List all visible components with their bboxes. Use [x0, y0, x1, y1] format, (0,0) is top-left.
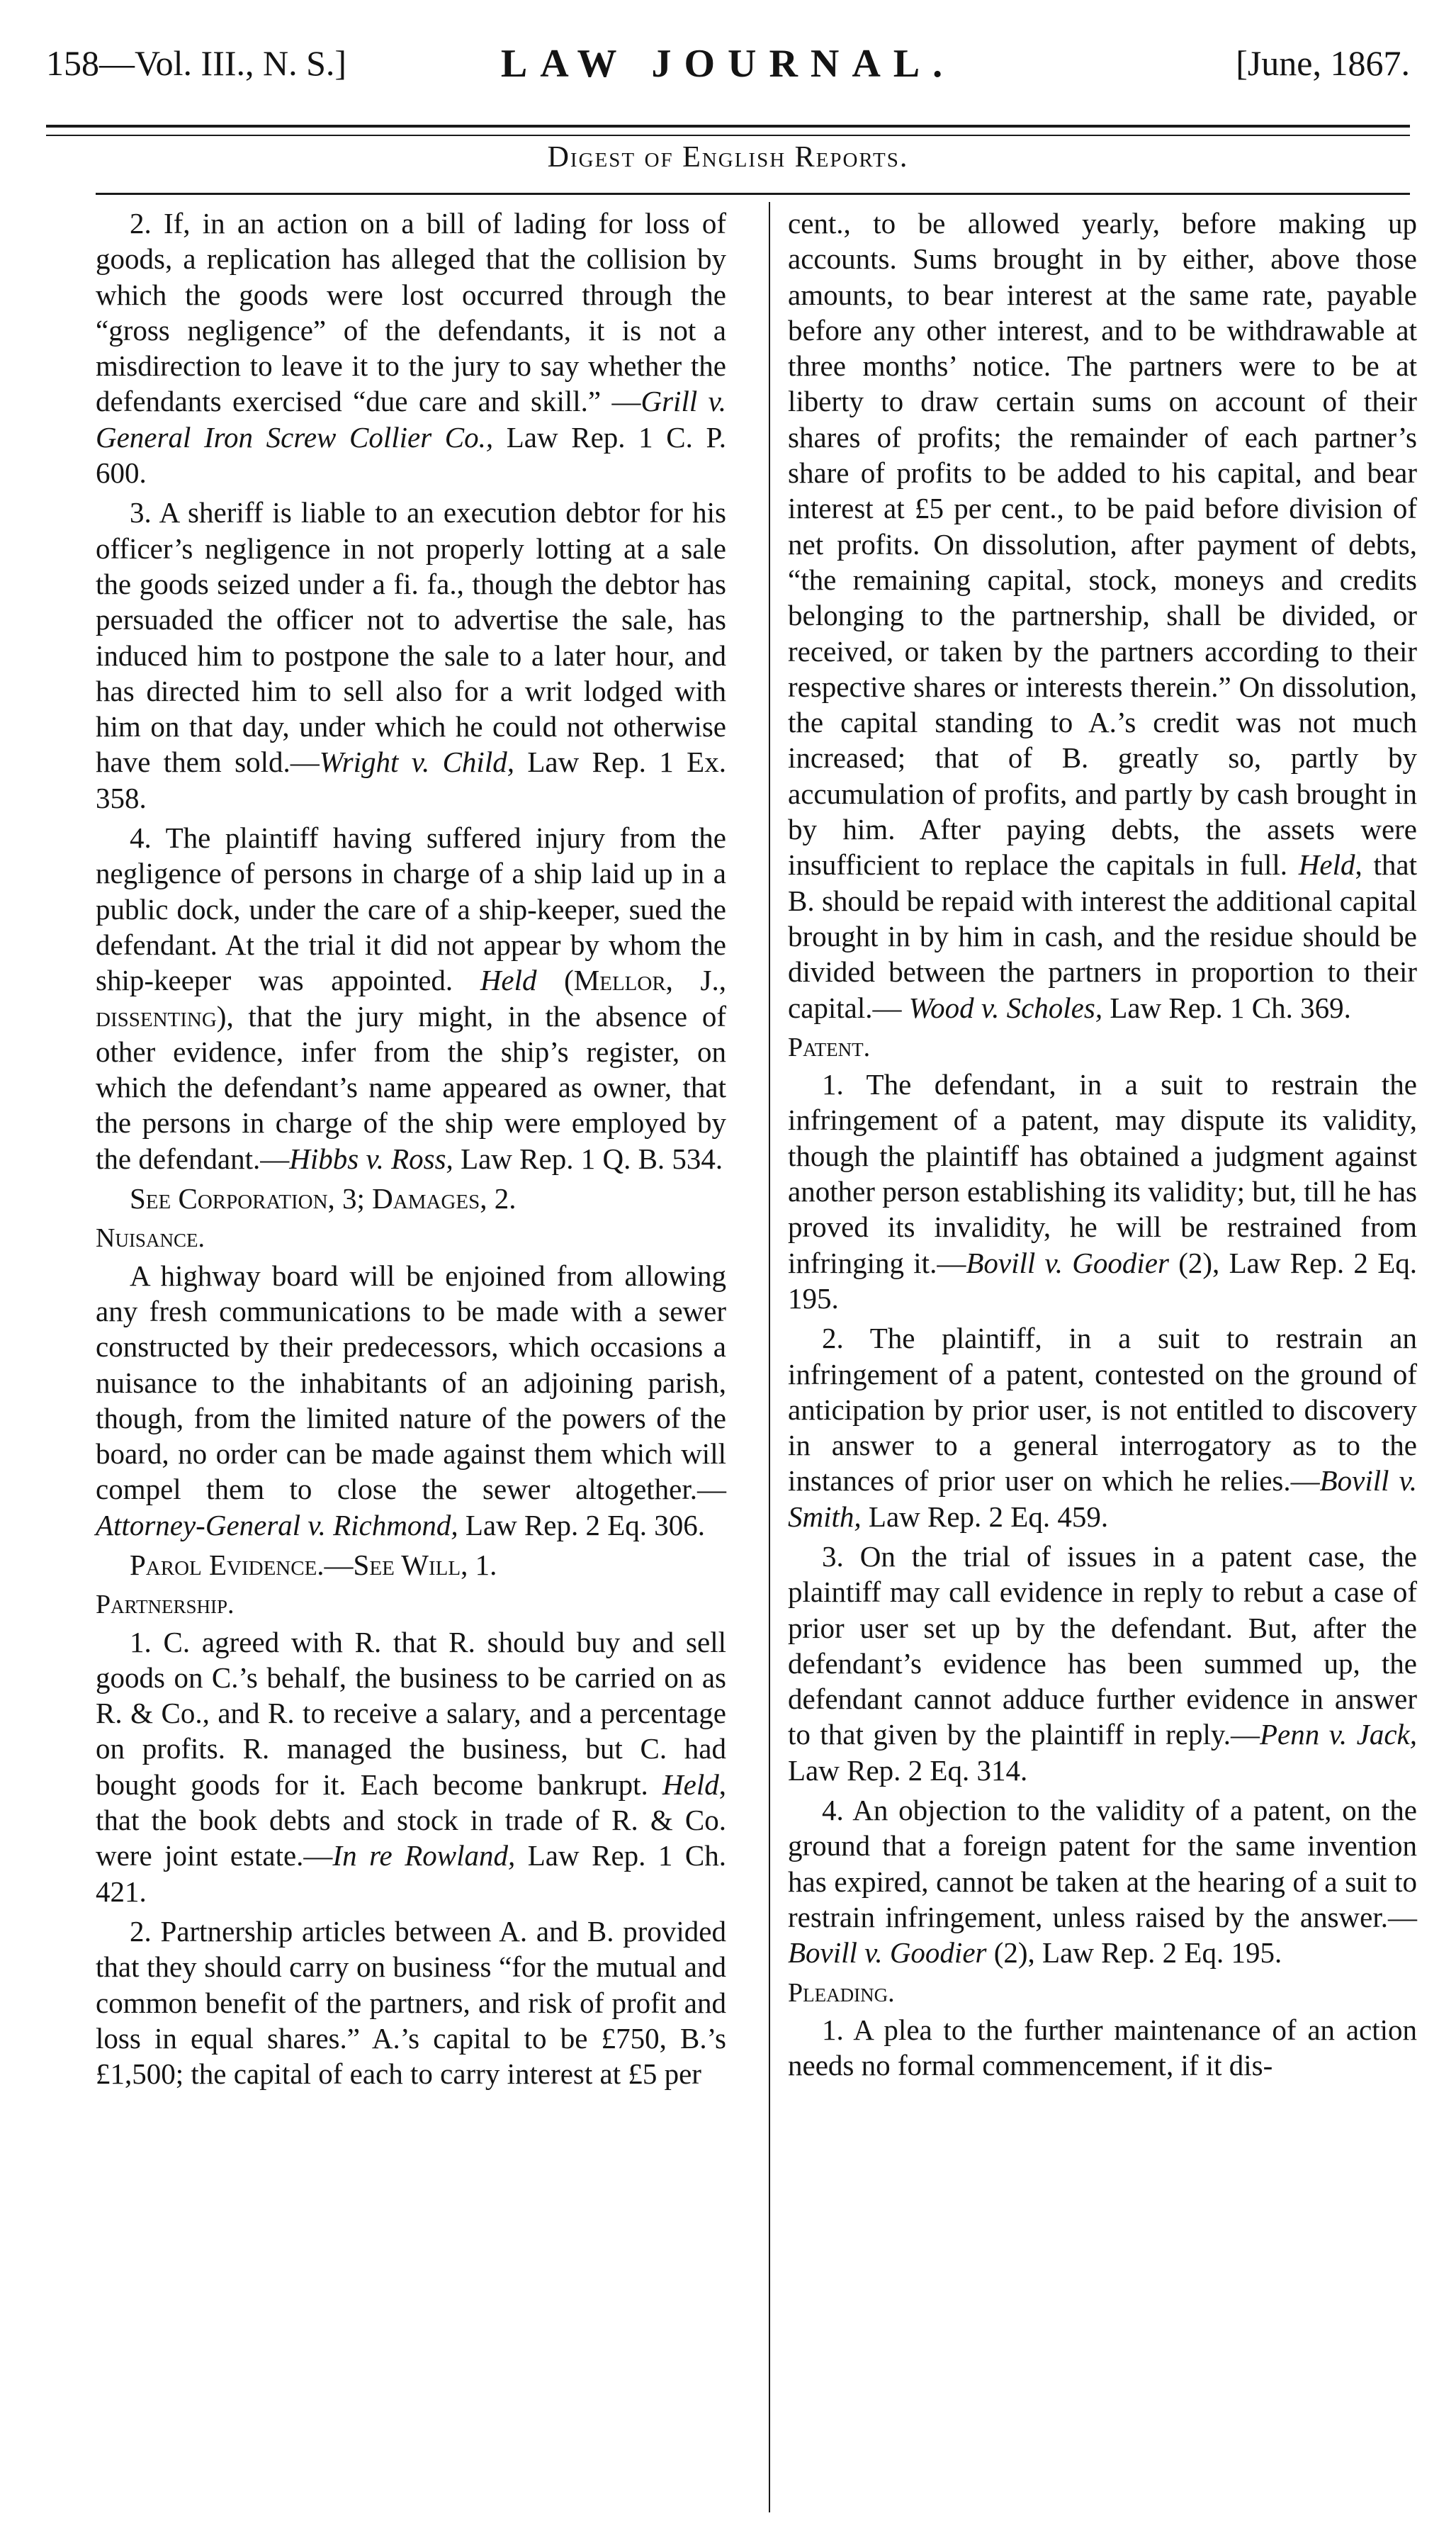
- patent-paragraph-4: 4. An objection to the validity of a patent, on the ground that a foreign patent for the same invention has expired, cannot be taken at the hearing of a suit to restrain infringement, unless raised by the answer.—Bovill v. Goodier (2), Law Rep. 2 Eq. 195.: [788, 1794, 1417, 1970]
- partnership-paragraph-1: 1. C. agreed with R. that R. should buy and sell goods on C.’s behalf, the business to be carried on as R. & Co., and R. to receive a salary, and a percentage on profits. R. managed the business, but C. had bought goods for it. Each become bankrupt. Held, that the book debts and stock in trade of R. & Co. were joint estate.—In re Rowland, Law Rep. 1 Ch. 421.: [96, 1625, 726, 1908]
- case-name: Penn v. Jack,: [1260, 1718, 1417, 1751]
- patent-paragraph-3: 3. On the trial of issues in a patent case, the plaintiff may call evidence in reply to rebut a case of prior user set up by the defendant. But, after the defendant’s evidence has been summed up, the defendant cannot adduce further evidence in answer to that given by the plaintiff in reply.—Penn v. Jack, Law Rep. 2 Eq. 314.: [788, 1539, 1417, 1787]
- see-also-reference: See Corporation, 3; Damages, 2.: [130, 1182, 517, 1215]
- citation: Law Rep. 2 Eq. 306.: [458, 1508, 706, 1541]
- partnership-paragraph-2-continued: cent., to be allowed yearly, before making up accounts. Sums brought in by either, above those amounts, to bear interest at the same rate, payable before any other interest, and to be withdrawable at three months’ notice. The partners were to be at liberty to draw certain sums on account of their shares of profits; the remainder of each partner’s share of profits to be added to his capital, and bear interest at £5 per cent., to be paid before division of net profits. On dissolution, after payment of debts, “the remaining capital, stock, moneys and credits belonging to the partnership, shall be divided, or received, or taken by the partners according to their respective shares or interests therein.” On dissolution, the capital standing to A.’s credit was not much increased; that of B. greatly so, partly by accumulation of profits, and partly by cash brought in by him. After paying debts, the assets were insufficient to replace the capitals in full. Held, that B. should be repaid with interest the additional capital brought in by him in cash, and the residue should be divided between the partners in proportion to their capital.— Wood v. Scholes, Law Rep. 1 Ch. 369.: [788, 207, 1417, 1024]
- citation: Law Rep. 2 Eq. 314.: [788, 1753, 1028, 1787]
- negligence-paragraph-4: 4. The plaintiff having suffered injury from the negligence of persons in charge of a ship laid up in a public dock, under the care of a ship-keeper, sued the defendant. At the trial it did not appear by whom the ship-keeper was appointed. Held (Mellor, J., dissenting), that the jury might, in the absence of other evidence, infer from the ship’s register, on which the defendant’s name appeared as owner, that the persons in charge of the ship were employed by the defendant.—Hibbs v. Ross, Law Rep. 1 Q. B. 534.: [96, 821, 727, 1175]
- case-name: Wright v. Child,: [319, 746, 514, 779]
- dissent-note: (Mellor, J., dissenting): [96, 964, 727, 1033]
- heading-patent: Patent.: [788, 1032, 871, 1062]
- pleading-paragraph-1: 1. A plea to the further maintenance of an action needs no formal commencement, if it dis-: [788, 2013, 1417, 2082]
- volume-label: 158—Vol. III., N. S.]: [46, 43, 347, 83]
- citation: Law Rep. 1 Ch. 421.: [96, 1839, 726, 1908]
- held-word: Held: [1298, 848, 1355, 882]
- case-name: Bovill v. Goodier: [788, 1936, 987, 1970]
- citation: Law Rep. 1 Q. B. 534.: [453, 1142, 723, 1175]
- heading-pleading: Pleading.: [788, 1977, 895, 2008]
- case-name: Grill v. General Iron Screw Collier Co.,: [96, 385, 726, 454]
- citation: Law Rep. 1 C. P. 600.: [96, 420, 727, 490]
- heading-nuisance: Nuisance.: [96, 1223, 205, 1254]
- left-column: [96, 206, 726, 2096]
- citation: Law Rep. 1 Ex. 358.: [96, 746, 726, 814]
- column-divider: [769, 202, 770, 2512]
- case-name: Bovill v. Smith,: [788, 1464, 1417, 1533]
- case-name: Attorney-General v. Richmond,: [96, 1508, 458, 1541]
- patent-paragraph-1: 1. The defendant, in a suit to restrain the infringement of a patent, may dispute its validity, though the plaintiff has obtained a judgment against another person establishing its validity; but, till he has proved its invalidity, he will be restrained from infringing it.—Bovill v. Goodier (2), Law Rep. 2 Eq. 195.: [788, 1068, 1417, 1315]
- page-header: [46, 34, 1410, 98]
- case-name: Hibbs v. Ross,: [289, 1142, 453, 1175]
- case-name: Bovill v. Goodier: [966, 1246, 1169, 1279]
- negligence-paragraph-3: 3. A sheriff is liable to an execution debtor for his officer’s negligence in not properly lotting at a sale the goods seized under a fi. fa., though the debtor has persuaded the officer not to advertise the sale, has induced him to postpone the sale to a later hour, and has directed him to sell also for a writ lodged with him on that day, under which he could not otherwise have them sold.—Wright v. Child, Law Rep. 1 Ex. 358.: [96, 496, 726, 814]
- journal-title: LAW JOURNAL.: [500, 42, 956, 86]
- held-word: Held: [662, 1768, 719, 1801]
- header-double-rule: [46, 125, 1410, 136]
- section-rule: [96, 193, 1410, 195]
- held-word: Held: [480, 964, 537, 997]
- issue-date: [June, 1867.: [1236, 43, 1410, 83]
- case-name: In re Rowland,: [332, 1839, 516, 1872]
- parol-evidence-reference: Parol Evidence.—See Will, 1.: [130, 1548, 497, 1581]
- citation: Law Rep. 2 Eq. 459.: [861, 1500, 1109, 1533]
- heading-partnership: Partnership.: [96, 1590, 235, 1620]
- citation: Law Rep. 1 Ch. 369.: [1102, 991, 1351, 1024]
- negligence-paragraph-2: 2. If, in an action on a bill of lading for loss of goods, a replication has alleged that the collision by which the goods were lost occurred through the “gross negligence” of the defendants, it is not a misdirection to leave it to the jury to say whether the defendants exercised “due care and skill.” —Grill v. General Iron Screw Collier Co., Law Rep. 1 C. P. 600.: [96, 207, 727, 490]
- nuisance-paragraph: A highway board will be enjoined from allowing any fresh communications to be made with a sewer constructed by their predecessors, which occasions a nuisance to the inhabitants of an adjoining parish, though, from the limited nature of the powers of the board, no order can be made against them which will compel them to close the sewer altogether.—Attorney-General v. Richmond, Law Rep. 2 Eq. 306.: [96, 1259, 726, 1541]
- citation: (2), Law Rep. 2 Eq. 195.: [788, 1246, 1417, 1315]
- section-title: Digest of English Reports.: [547, 141, 909, 174]
- patent-paragraph-2: 2. The plaintiff, in a suit to restrain an infringement of a patent, contested on the ground of anticipation by prior user, is not entitled to discovery in answer to a general interrogatory as to the instances of prior user on which he relies.—Bovill v. Smith, Law Rep. 2 Eq. 459.: [788, 1322, 1417, 1533]
- case-name: Wood v. Scholes,: [908, 991, 1103, 1024]
- citation: (2), Law Rep. 2 Eq. 195.: [986, 1936, 1282, 1970]
- partnership-paragraph-2: 2. Partnership articles between A. and B. provided that they should carry on business “for the mutual and common benefit of the partners, and risk of profit and loss in equal shares.” A.’s capital to be £750, B.’s £1,500; the capital of each to carry interest at £5 per: [96, 1914, 726, 2091]
- right-column: [788, 206, 1417, 2087]
